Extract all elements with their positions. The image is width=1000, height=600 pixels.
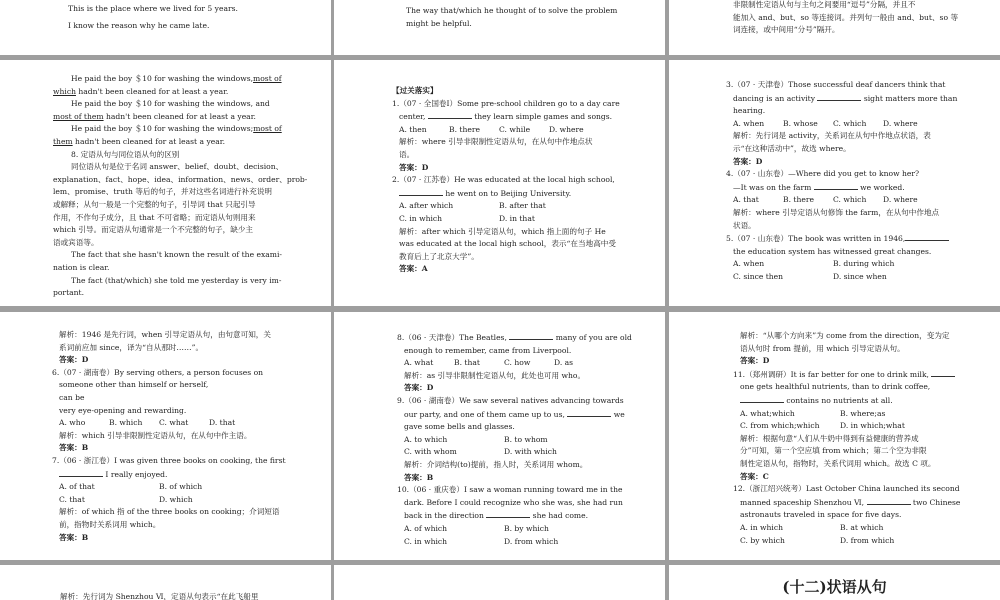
- explanation: 解析：根据句意“人们从牛奶中得到有益健康的营养成: [740, 433, 919, 443]
- option: C. how: [504, 358, 531, 368]
- option: D. where: [883, 195, 918, 205]
- answer: 答案：B: [59, 443, 89, 453]
- slide-r4-2: [334, 565, 665, 600]
- text-line: lem、promise、truth 等后的句子，并对这些名词进行补充说明: [53, 187, 273, 197]
- question-text: he went on to Beijing University.: [443, 188, 572, 198]
- explanation: 解析：先行词是 activity，关系词在从句中作地点状语，表: [733, 131, 931, 141]
- answer: 答案：D: [59, 355, 89, 365]
- question-text: someone other than himself or herself,: [59, 380, 209, 390]
- slide-r2-2: [334, 60, 665, 306]
- explanation: 语从句时 from 提前，用 which 引导定语从句。: [740, 343, 905, 353]
- text-line: portant.: [53, 288, 84, 298]
- answer-blank: [905, 232, 949, 241]
- option: A. when: [733, 118, 765, 128]
- option: C. which: [833, 195, 867, 205]
- option: D. as: [554, 358, 574, 368]
- question-text: enough to remember, came from Liverpool.: [404, 345, 572, 355]
- option: D. in that: [499, 213, 535, 223]
- explanation: 解析：which 引导非限制性定语从句，在从句中作主语。: [59, 430, 252, 440]
- answer-blank: [931, 368, 955, 377]
- option: C. in which: [399, 213, 443, 223]
- option: C. since then: [733, 271, 784, 281]
- question-text: she had come.: [530, 511, 589, 521]
- answer: 答案：D: [399, 162, 429, 172]
- option: A. what: [404, 358, 434, 368]
- explanation: 解析：after which 引导定语从句，which 指上面的句子 He: [399, 226, 606, 236]
- slide-r3-3: [669, 312, 1000, 560]
- slide-r4-1: [0, 565, 331, 600]
- question-text: 5.（07 · 山东卷）The book was written in 1946,: [726, 234, 906, 244]
- question-text: two Chinese: [910, 497, 961, 507]
- option: C. from which;which: [740, 421, 820, 431]
- option: D. from which: [504, 536, 559, 546]
- explanation: 解析：“从哪个方向来”为 come from the direction，变为定: [740, 331, 950, 340]
- option: B. whose: [783, 118, 818, 128]
- option: B. where;as: [840, 408, 886, 418]
- explanation: 分”可知，第一个空应填 from which；第二个空为非限: [740, 446, 927, 456]
- option: A. who: [59, 418, 86, 428]
- text-line: explanation、fact、hope、idea、information、news、order、prob-: [53, 174, 308, 184]
- answer: 答案：D: [733, 156, 763, 166]
- question-text: we: [611, 409, 625, 419]
- option: D. from which: [840, 535, 895, 545]
- question-text: 12.（浙江绍兴统考）Last October China launched its second: [733, 484, 960, 494]
- option: C. in which: [404, 536, 448, 546]
- slide-r1-1: [0, 0, 331, 55]
- question-text: can be: [59, 392, 85, 402]
- text-line: 或解释；从句一般是一个完整的句子，引导词 that 只起引导: [53, 199, 256, 209]
- question-text: center,: [399, 112, 428, 122]
- answer: 答案：B: [404, 472, 434, 482]
- question-text: back in the direction: [404, 511, 487, 521]
- option: D. with which: [504, 447, 557, 457]
- answer-blank: [814, 181, 858, 190]
- slide-r3-2: [334, 312, 665, 560]
- text-line: 非限制性定语从句与主句之间要用“逗号”分隔，并且不: [733, 0, 916, 9]
- explanation: 教育后上了北京大学”。: [399, 251, 479, 261]
- answer-blank: [428, 110, 472, 119]
- option: B. of which: [159, 482, 203, 492]
- option: C. what: [159, 418, 189, 428]
- slide-r4-3: [669, 565, 1000, 600]
- explanation: 示“在这种活动中”，故选 where。: [733, 143, 851, 153]
- question-text: 8.（06 · 天津卷）The Beatles,: [397, 333, 510, 342]
- question-text: gave some bells and glasses.: [404, 422, 515, 432]
- option: B. which: [109, 418, 143, 428]
- question-text: we worked.: [857, 182, 905, 192]
- option: A. what;which: [740, 408, 795, 418]
- question-text: contains no nutrients at all.: [784, 395, 893, 405]
- slide-r2-1: [0, 60, 331, 306]
- explanation: 前，指物时关系词用 which。: [59, 519, 161, 529]
- section-heading: 8. 定语从句与同位语从句的区别: [71, 149, 180, 159]
- answer: 答案：A: [399, 264, 428, 274]
- option: B. after that: [499, 201, 546, 211]
- text-line: nation is clear.: [53, 262, 110, 272]
- answer: 答案：D: [740, 356, 770, 366]
- answer-blank: [740, 394, 784, 403]
- underlined-text: them: [53, 136, 73, 146]
- answer-blank: [509, 331, 553, 340]
- option: D. which: [159, 494, 193, 504]
- question-text: our party, and one of them came up to us,: [404, 409, 568, 419]
- option: B. that: [454, 358, 480, 368]
- option: B. there: [783, 195, 814, 205]
- option: C. while: [499, 124, 531, 134]
- question-text: hearing.: [733, 106, 766, 116]
- question-text: 10.（06 · 重庆卷）I saw a woman running toward me in the: [397, 485, 623, 495]
- slide-r1-2: [334, 0, 665, 55]
- option: D. since when: [833, 271, 887, 281]
- question-text: the education system has witnessed great changes.: [733, 246, 932, 256]
- question-text: —It was on the farm: [733, 182, 814, 192]
- text-line: I know the reason why he came late.: [68, 20, 210, 30]
- explanation: 解析：where 引导定语从句修饰 the farm，在从句中作地点: [733, 207, 940, 217]
- option: D. where: [549, 124, 584, 134]
- slide-r1-3: [669, 0, 1000, 55]
- question-text: 7.（06 · 浙江卷）I was given three books on cooking, the first: [52, 455, 286, 465]
- text-line: which 引导。而定语从句通常是一个不完整的句子，缺少主: [53, 225, 254, 235]
- option: C. by which: [740, 535, 785, 545]
- section-title: (十二)状语从句: [782, 578, 887, 596]
- question-text: very eye-opening and rewarding.: [59, 405, 187, 415]
- option: A. then: [399, 124, 427, 134]
- question-text: 4.（07 · 山东卷）—Where did you get to know her?: [726, 169, 920, 179]
- explanation: 解析：介词结构(to)提前，指人时，关系词用 whom。: [404, 459, 588, 469]
- slide-r2-3: [669, 60, 1000, 306]
- option: B. to whom: [504, 434, 548, 444]
- underlined-text: most of them: [53, 111, 104, 121]
- text: He paid the boy ＄10 for washing the windows;: [71, 124, 254, 134]
- explanation: 解析：先行词为 Shenzhou Ⅵ，定语从句表示“在此飞船里: [60, 592, 259, 600]
- option: D. where: [883, 118, 918, 128]
- explanation: 解析：as 引导非限制性定语从句，此处也可用 who。: [404, 370, 586, 380]
- question-text: 1.（07 · 全国卷Ⅰ）Some pre-school children go to a day care: [392, 98, 620, 108]
- underlined-text: most of: [253, 124, 282, 134]
- explanation: was educated at the local high school，表示“在当地高中受: [399, 239, 616, 249]
- text: hadn't been cleaned for at least a year.: [103, 111, 256, 121]
- explanation: 解析：of which 指 of the three books on cooking；介词短语: [59, 507, 280, 517]
- explanation: 制性定语从句，指物时，关系代词用 which。故选 C 项。: [740, 458, 936, 468]
- section-title: 【过关落实】: [392, 86, 438, 95]
- text-line: 能加入 and、but、so 等连接词。并列句一般由 and、but、so 等: [733, 12, 959, 22]
- explanation: 解析：1946 是先行词，when 引导定语从句，由句意可知，关: [59, 330, 271, 339]
- answer-blank: [59, 468, 103, 477]
- text: hadn't been cleaned for at least a year.: [72, 136, 225, 146]
- answer-blank: [817, 92, 861, 101]
- option: B. during which: [833, 259, 895, 269]
- option: A. in which: [740, 522, 784, 532]
- underlined-text: which: [53, 86, 76, 96]
- text-line: He paid the boy ＄10 for washing the windows, and: [71, 99, 270, 109]
- explanation: 语。: [399, 149, 415, 159]
- text-line: 同位语从句是位于名词 answer、belief、doubt、decision、: [71, 162, 284, 172]
- explanation: 系词前应加 since，译为“自从那时……”。: [59, 342, 204, 352]
- option: A. to which: [404, 434, 448, 444]
- option: B. by which: [504, 523, 549, 533]
- explanation: 解析：where 引导非限制性定语从句，在从句中作地点状: [399, 137, 593, 147]
- option: A. of that: [59, 482, 95, 492]
- question-text: astronauts traveled in space for five days.: [740, 510, 902, 520]
- question-text: I really enjoyed.: [103, 469, 168, 479]
- question-text: 9.（06 · 湖南卷）We saw several natives advancing towards: [397, 395, 624, 405]
- option: A. that: [733, 195, 759, 205]
- slide-r3-1: [0, 312, 331, 560]
- text-line: The way that/which he thought of to solve the problem: [406, 6, 618, 15]
- answer: 答案：D: [404, 383, 434, 393]
- option: C. which: [833, 118, 867, 128]
- answer-blank: [567, 408, 611, 417]
- question-text: manned spaceship Shenzhou Ⅵ,: [740, 497, 867, 507]
- option: A. when: [733, 259, 765, 269]
- option: A. after which: [399, 201, 454, 211]
- text-line: 词连接，或中间用“分号”隔开。: [733, 25, 840, 35]
- underlined-text: most of: [253, 74, 282, 83]
- answer: 答案：C: [740, 471, 769, 481]
- question-text: sight matters more than: [861, 93, 958, 103]
- option: D. that: [209, 418, 236, 428]
- question-text: many of you are old: [553, 333, 632, 342]
- option: D. in which;what: [840, 421, 905, 431]
- option: C. that: [59, 494, 85, 504]
- text: He paid the boy ＄10 for washing the windows,: [71, 74, 254, 83]
- text-line: might be helpful.: [406, 18, 472, 28]
- question-text: 11.（郑州调研）It is far better for one to drink milk,: [733, 369, 932, 379]
- text-line: The fact (that/which) she told me yesterday is very im-: [71, 275, 282, 285]
- answer: 答案：B: [59, 532, 89, 542]
- option: C. with whom: [404, 447, 457, 457]
- question-text: 6.（07 · 湖南卷）By serving others, a person focuses on: [52, 367, 264, 377]
- answer-blank: [399, 187, 443, 196]
- answer-blank: [486, 509, 530, 518]
- option: A. of which: [404, 523, 448, 533]
- text-line: The fact that she hasn't known the result of the exami-: [71, 250, 282, 260]
- question-text: dancing is an activity: [733, 93, 818, 103]
- text-line: This is the place where we lived for 5 years.: [68, 4, 238, 13]
- text: hadn't been cleaned for at least a year.: [75, 86, 229, 96]
- question-text: they learn simple games and songs.: [471, 112, 613, 122]
- question-text: 3.（07 · 天津卷）Those successful deaf dancers think that: [726, 80, 946, 89]
- option: B. at which: [840, 522, 884, 532]
- question-text: 2.（07 · 江苏卷）He was educated at the local high school,: [392, 175, 615, 185]
- question-text: dark. Before I could recognize who she was, she had run: [404, 497, 623, 507]
- answer-blank: [867, 496, 911, 505]
- question-text: one gets healthful nutrients, than to drink coffee,: [740, 382, 931, 392]
- text-line: 语或宾语等。: [53, 237, 99, 247]
- option: B. there: [449, 124, 480, 134]
- explanation: 状语。: [733, 220, 756, 230]
- text-line: 作用，不作句子成分，且 that 不可省略；而定语从句则用来: [53, 212, 256, 222]
